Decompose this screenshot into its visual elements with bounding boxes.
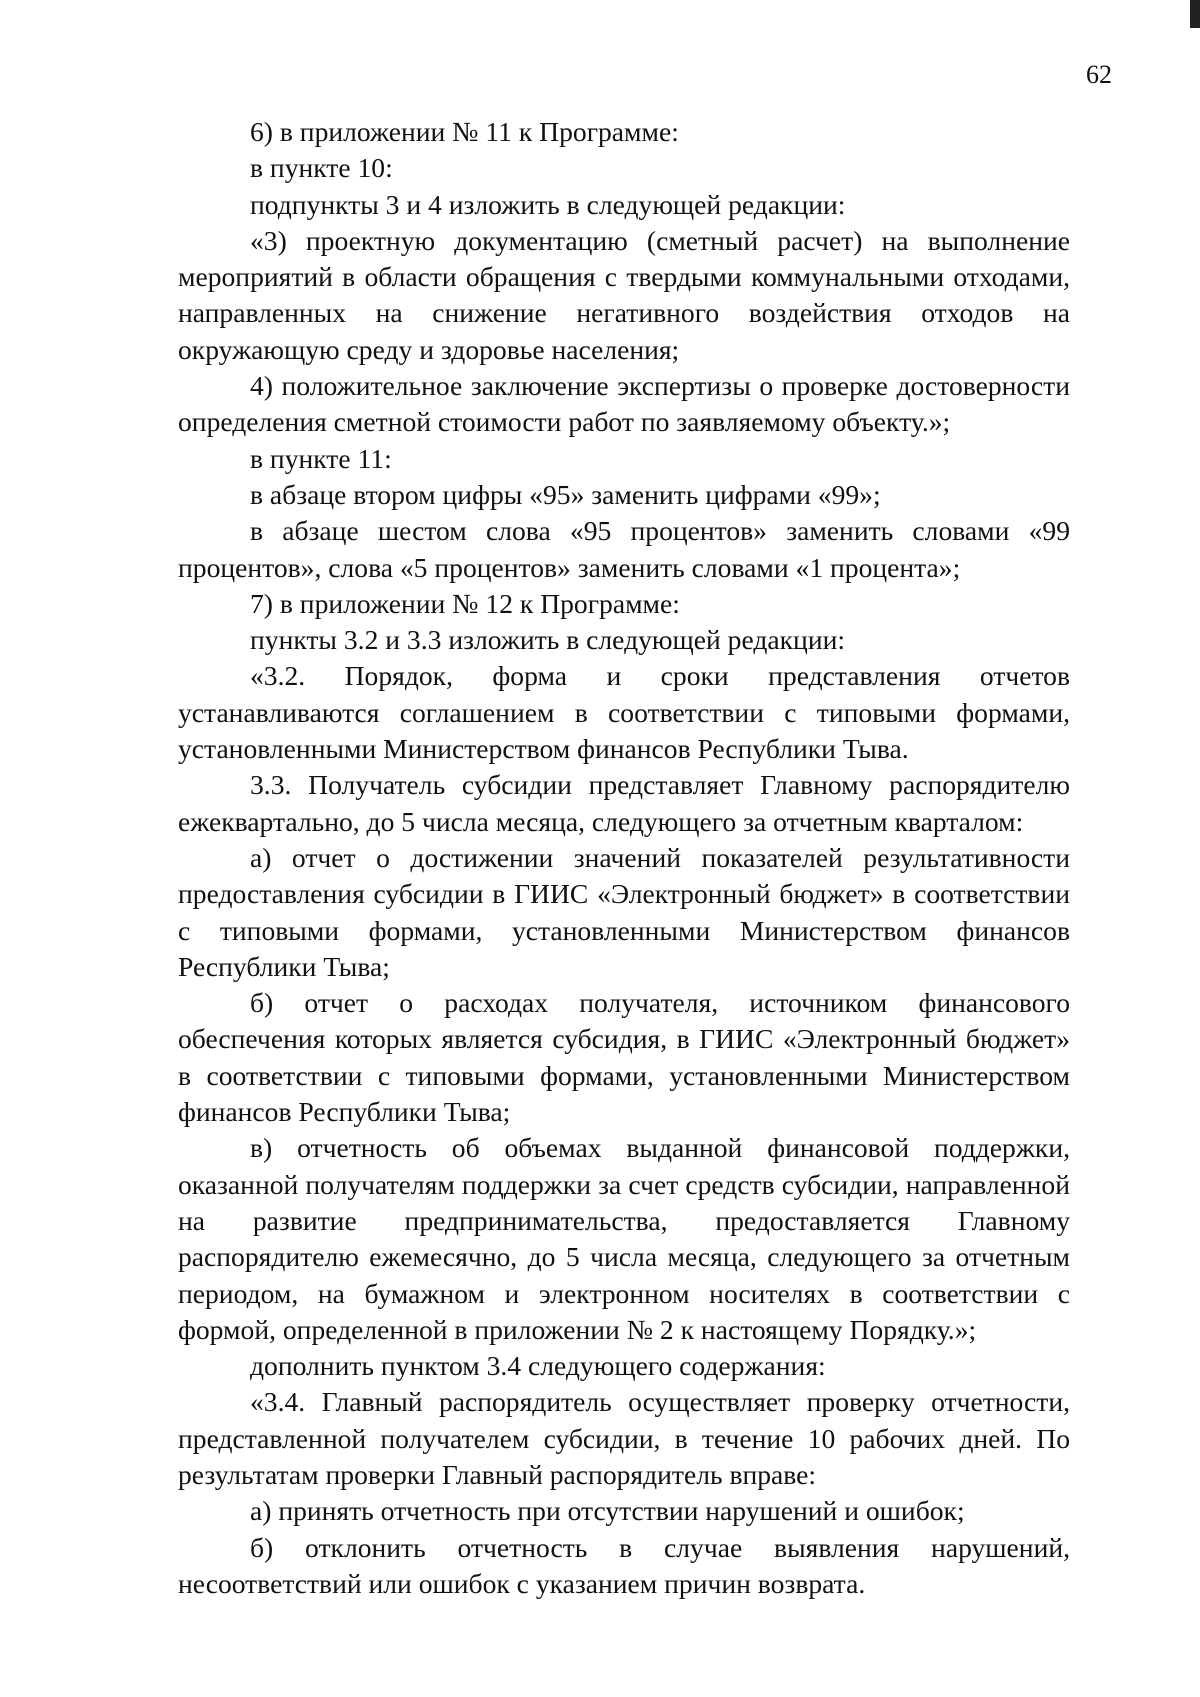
paragraph-3-2: «3.2. Порядок, форма и сроки представления отчетов устанавливаются соглашением в соответствии с типовыми формами, установленными Министерством финансов Республики Тыва. [178, 660, 1070, 765]
paragraph-project-documentation: «3) проектную документацию (сметный расчет) на выполнение мероприятий в области обращения с твердыми коммунальными отходами, направленных на снижение негативного воздействия отходов на окружающую среду и здоровье населения; [178, 224, 1070, 365]
paragraph-3-3-b: б) отчет о расходах получателя, источником финансового обеспечения которых является субсидия, в ГИИС «Электронный бюджет» в соответствии с типовыми формами, установленными Министерством финансов Республики Тыва; [178, 987, 1070, 1128]
paragraph-points-3-2-3-3: пункты 3.2 и 3.3 изложить в следующей редакции: [250, 624, 846, 656]
paragraph-sixth-indent: в абзаце шестом слова «95 процентов» заменить словами «99 процентов», слова «5 процентов» заменить словами «1 процента»; [178, 515, 1070, 583]
paragraph-3-3-v: в) отчетность об объемах выданной финансовой поддержки, оказанной получателям поддержки за счет средств субсидии, направленной на развитие предпринимательства, предоставляется Главному распорядителю ежемесячно, до 5 числа месяца, следующего за отчетным периодом, на бумажном и электронном носителях в соответствии с формой, определенной в приложении № 2 к настоящему Порядку.»; [178, 1132, 1070, 1345]
paragraph-3-3: 3.3. Получатель субсидии представляет Главному распорядителю ежеквартально, до 5 числа месяца, следующего за отчетным кварталом: [178, 769, 1070, 837]
paragraph-add-3-4: дополнить пунктом 3.4 следующего содержания: [250, 1350, 826, 1382]
paragraph-3-4-a: а) принять отчетность при отсутствии нарушений и ошибок; [250, 1495, 965, 1527]
paragraph-3-4: «3.4. Главный распорядитель осуществляет проверку отчетности, представленной получателем субсидии, в течение 10 рабочих дней. По результатам проверки Главный распорядитель вправе: [178, 1386, 1070, 1490]
paragraph-point-11: в пункте 11: [250, 442, 392, 474]
paragraph-appendix-11: 6) в приложении № 11 к Программе: [250, 116, 679, 147]
paragraph-subpoints-3-4: подпункты 3 и 4 изложить в следующей редакции: [250, 188, 846, 220]
paragraph-expert-conclusion: 4) положительное заключение экспертизы о проверке достоверности определения сметной стоимости работ по заявляемому объекту.»; [178, 370, 1070, 438]
page-number: 62 [1086, 60, 1112, 89]
paragraph-3-3-a: а) отчет о достижении значений показателей результативности предоставления субсидии в ГИИС «Электронный бюджет» в соответствии с типовыми формами, установленными Министерством финансов Республики Тыва; [178, 841, 1070, 982]
paragraph-second-indent: в абзаце втором цифры «95» заменить цифрами «99»; [250, 478, 881, 510]
paragraph-appendix-12: 7) в приложении № 12 к Программе: [250, 587, 680, 619]
paragraph-point-10: в пункте 10: [250, 152, 393, 184]
scan-corner-mark [1190, 0, 1200, 28]
paragraph-3-4-b: б) отклонить отчетность в случае выявления нарушений, несоответствий или ошибок с указанием причин возврата. [178, 1531, 1070, 1599]
document-body [178, 114, 1070, 1602]
